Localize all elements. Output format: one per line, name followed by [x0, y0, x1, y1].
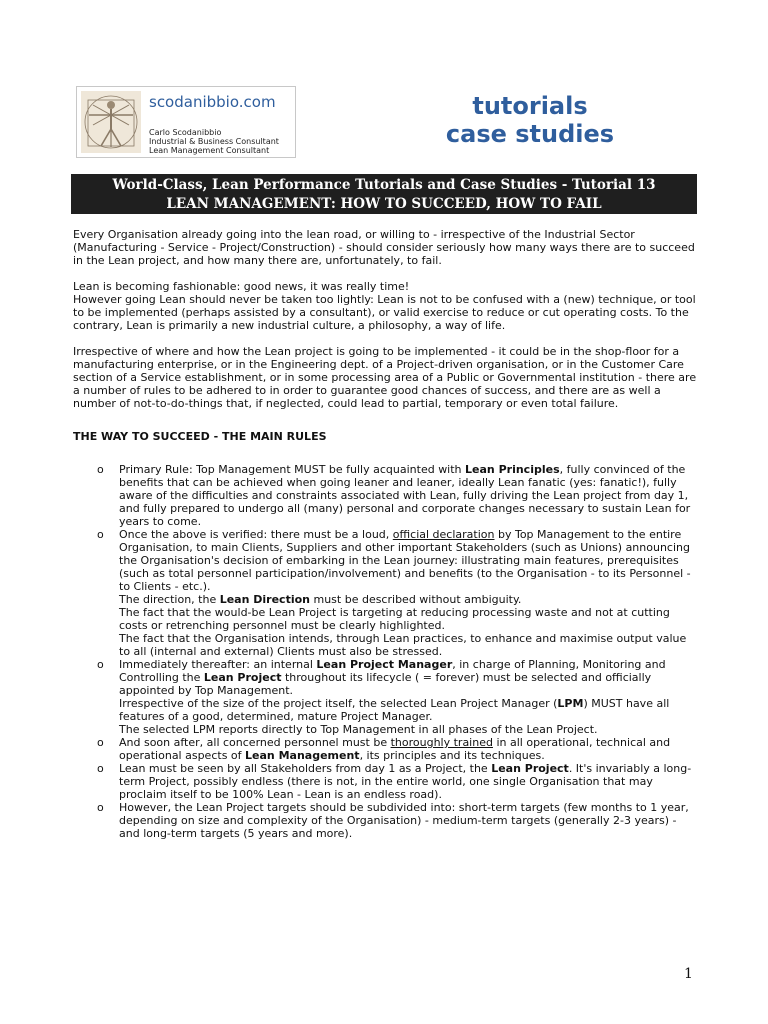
bullet-icon: o	[97, 736, 104, 749]
section-heading: THE WAY TO SUCCEED - THE MAIN RULES	[73, 430, 327, 443]
bullet-icon: o	[97, 801, 104, 814]
intro-paragraph-2a: Lean is becoming fashionable: good news, it was really time!	[73, 280, 410, 293]
bullet-icon: o	[97, 658, 104, 671]
rule-4-text-cont: in all operational, technical and operational aspects of	[119, 736, 671, 762]
list-item	[73, 736, 699, 762]
vitruvian-man-image	[81, 91, 141, 153]
rule-3-text: Immediately thereafter: an internal	[119, 658, 317, 671]
rule-2-text: Once the above is verified: there must be a loud,	[119, 528, 393, 541]
rule-5-text-cont: . It's invariably a long-term Project, possibly endless (there is not, in the entire world, one single Organisation that may proclaim itself to be 100% Lean - Lean is an endless road).	[119, 762, 692, 801]
rule-3-lpm-cont: ) MUST have all features of a good, determined, mature Project Manager.	[119, 697, 670, 723]
rule-3-emphasis-1: Lean Project Manager	[316, 658, 453, 671]
rule-4-text-end: , its principles and its techniques.	[359, 749, 545, 762]
list-item	[73, 762, 699, 801]
rule-1-text-cont: , fully convinced of the benefits that can be achieved when going leaner and leaner, ideally Lean fanatic (yes: fanatic!), fully aware of the difficulties and constraints associated with Lean, fully driving the Lean project from day 1, and fully prepared to undergo all (many) personal and corporate changes necessary to sustain Lean for years to come.	[119, 463, 691, 528]
logo-tagline-2: Lean Management Consultant	[149, 146, 270, 155]
title-line-1: World-Class, Lean Performance Tutorials and Case Studies - Tutorial 13	[112, 177, 656, 193]
rules-list	[73, 463, 699, 840]
rule-2-underlined: official declaration	[392, 528, 495, 541]
rule-3-text-cont-2: throughout its lifecycle ( = forever) must be selected and officially appointed by Top Management.	[119, 671, 652, 697]
list-item	[73, 463, 699, 528]
logo-tagline-1: Industrial & Business Consultant	[149, 137, 279, 146]
bullet-icon: o	[97, 528, 104, 541]
intro-paragraph-3: Irrespective of where and how the Lean project is going to be implemented - it could be in the shop-floor for a manufacturing enterprise, or in the Engineering dept. of a Project-driven organisation, or in the Customer Care section of a Service establishment, or in some processing area of a Public or Governmental institution - there are a number of rules to be adhered to in order to guarantee good chances of success, and there are as well a number of not-to-do-things that, if neglected, could lead to partial, temporary or even total failure.	[73, 345, 697, 410]
logo-owner-name: Carlo Scodanibbio	[149, 128, 222, 137]
article-body	[73, 228, 699, 840]
rule-6-text: However, the Lean Project targets should be subdivided into: short-term targets (few months to 1 year, depending on size and complexity of the Organisation) - medium-term targets (generally 2-3 years) - and long-term targets (5 years and more).	[119, 801, 689, 840]
header-tag-line-2: case studies	[445, 120, 615, 148]
rule-5-emphasis: Lean Project	[491, 762, 569, 775]
rule-4-emphasis: Lean Management	[245, 749, 360, 762]
logo	[76, 86, 296, 158]
rule-3-lpm-text: Irrespective of the size of the project itself, the selected Lean Project Manager (	[119, 697, 558, 710]
intro-paragraph-1: Every Organisation already going into the lean road, or willing to - irrespective of the Industrial Sector (Manufacturing - Service - Project/Construction) - should consider seriously how many ways there are to succeed in the Lean project, and how many there are, unfortunately, to fail.	[73, 228, 695, 267]
header-tag	[430, 92, 630, 148]
title-banner	[71, 174, 697, 214]
bullet-icon: o	[97, 762, 104, 775]
rule-4-underlined: thoroughly trained	[390, 736, 493, 749]
rule-2-direction-text: The direction, the	[119, 593, 220, 606]
rule-3-lpm-emphasis: LPM	[557, 697, 584, 710]
logo-site-name: scodanibbio.com	[149, 93, 276, 111]
list-item	[73, 528, 699, 658]
rule-3-reports: The selected LPM reports directly to Top Management in all phases of the Lean Project.	[119, 723, 598, 736]
page-number: 1	[684, 966, 693, 982]
rule-3-emphasis-2: Lean Project	[203, 671, 282, 684]
intro-paragraph-2b: However going Lean should never be taken too lightly: Lean is not to be confused with a (new) technique, or tool to be implemented (perhaps assisted by a consultant), or valid exercise to reduce or cut operating costs. To the contrary, Lean is primarily a new industrial culture, a philosophy, a way of life.	[73, 293, 696, 332]
rule-2-direction-cont: must be described without ambiguity.	[309, 593, 522, 606]
title-line-2: LEAN MANAGEMENT: HOW TO SUCCEED, HOW TO FAIL	[166, 196, 602, 212]
rule-2-fact-2: The fact that the Organisation intends, through Lean practices, to enhance and maximise output value to all (internal and external) Clients must also be stressed.	[119, 632, 687, 658]
rule-2-direction-emphasis: Lean Direction	[219, 593, 310, 606]
header-tag-line-1: tutorials	[472, 92, 588, 120]
rule-1-emphasis: Lean Principles	[465, 463, 560, 476]
rule-5-text: Lean must be seen by all Stakeholders from day 1 as a Project, the	[119, 762, 492, 775]
rule-2-fact-1: The fact that the would-be Lean Project is targeting at reducing processing waste and not at cutting costs or retrenching personnel must be clearly highlighted.	[119, 606, 670, 632]
list-item	[73, 658, 699, 736]
rule-3-text-cont: , in charge of Planning, Monitoring and Controlling the	[119, 658, 666, 684]
rule-2-text-cont: by Top Management to the entire Organisation, to main Clients, Suppliers and other important Stakeholders (such as Unions) announcing the Organisation's decision of embarking in the Lean journey: illustrating main features, prerequisites (such as total personnel participation/involvement) and benefits (to the Organisation - to its Personnel - to Clients - etc.).	[119, 528, 691, 593]
list-item	[73, 801, 699, 840]
rule-4-text: And soon after, all concerned personnel must be	[119, 736, 391, 749]
rule-1-text: Primary Rule: Top Management MUST be fully acquainted with	[119, 463, 466, 476]
bullet-icon: o	[97, 463, 104, 476]
